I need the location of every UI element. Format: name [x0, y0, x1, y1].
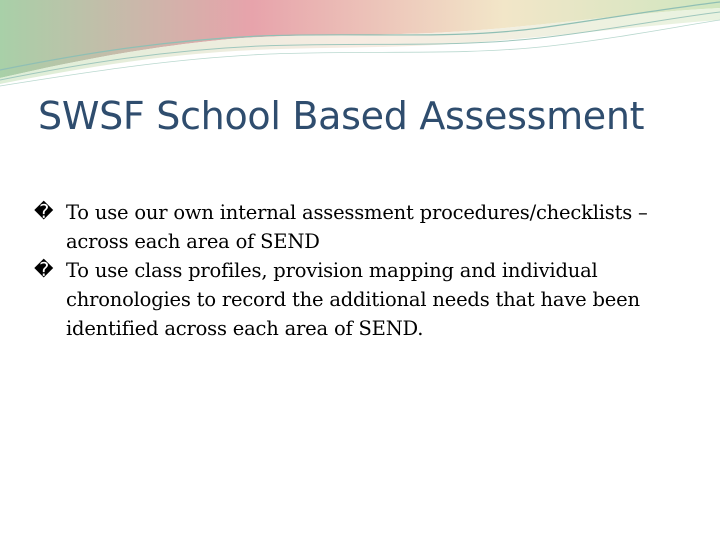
- bullet-glyph-icon: �: [34, 201, 54, 223]
- bullet-glyph-icon: �: [34, 259, 54, 281]
- slide-title: SWSF School Based Assessment: [38, 94, 645, 138]
- bullet-list: [34, 198, 694, 343]
- bullet-item: [34, 198, 694, 256]
- bullet-item: [34, 256, 694, 343]
- header-wave-decoration: [0, 0, 720, 90]
- bullet-text: To use class profiles, provision mapping and individual chronologies to record the additional needs that have been identified across each area of SEND.: [66, 259, 640, 340]
- bullet-text: To use our own internal assessment procedures/checklists – across each area of SEND: [66, 201, 648, 253]
